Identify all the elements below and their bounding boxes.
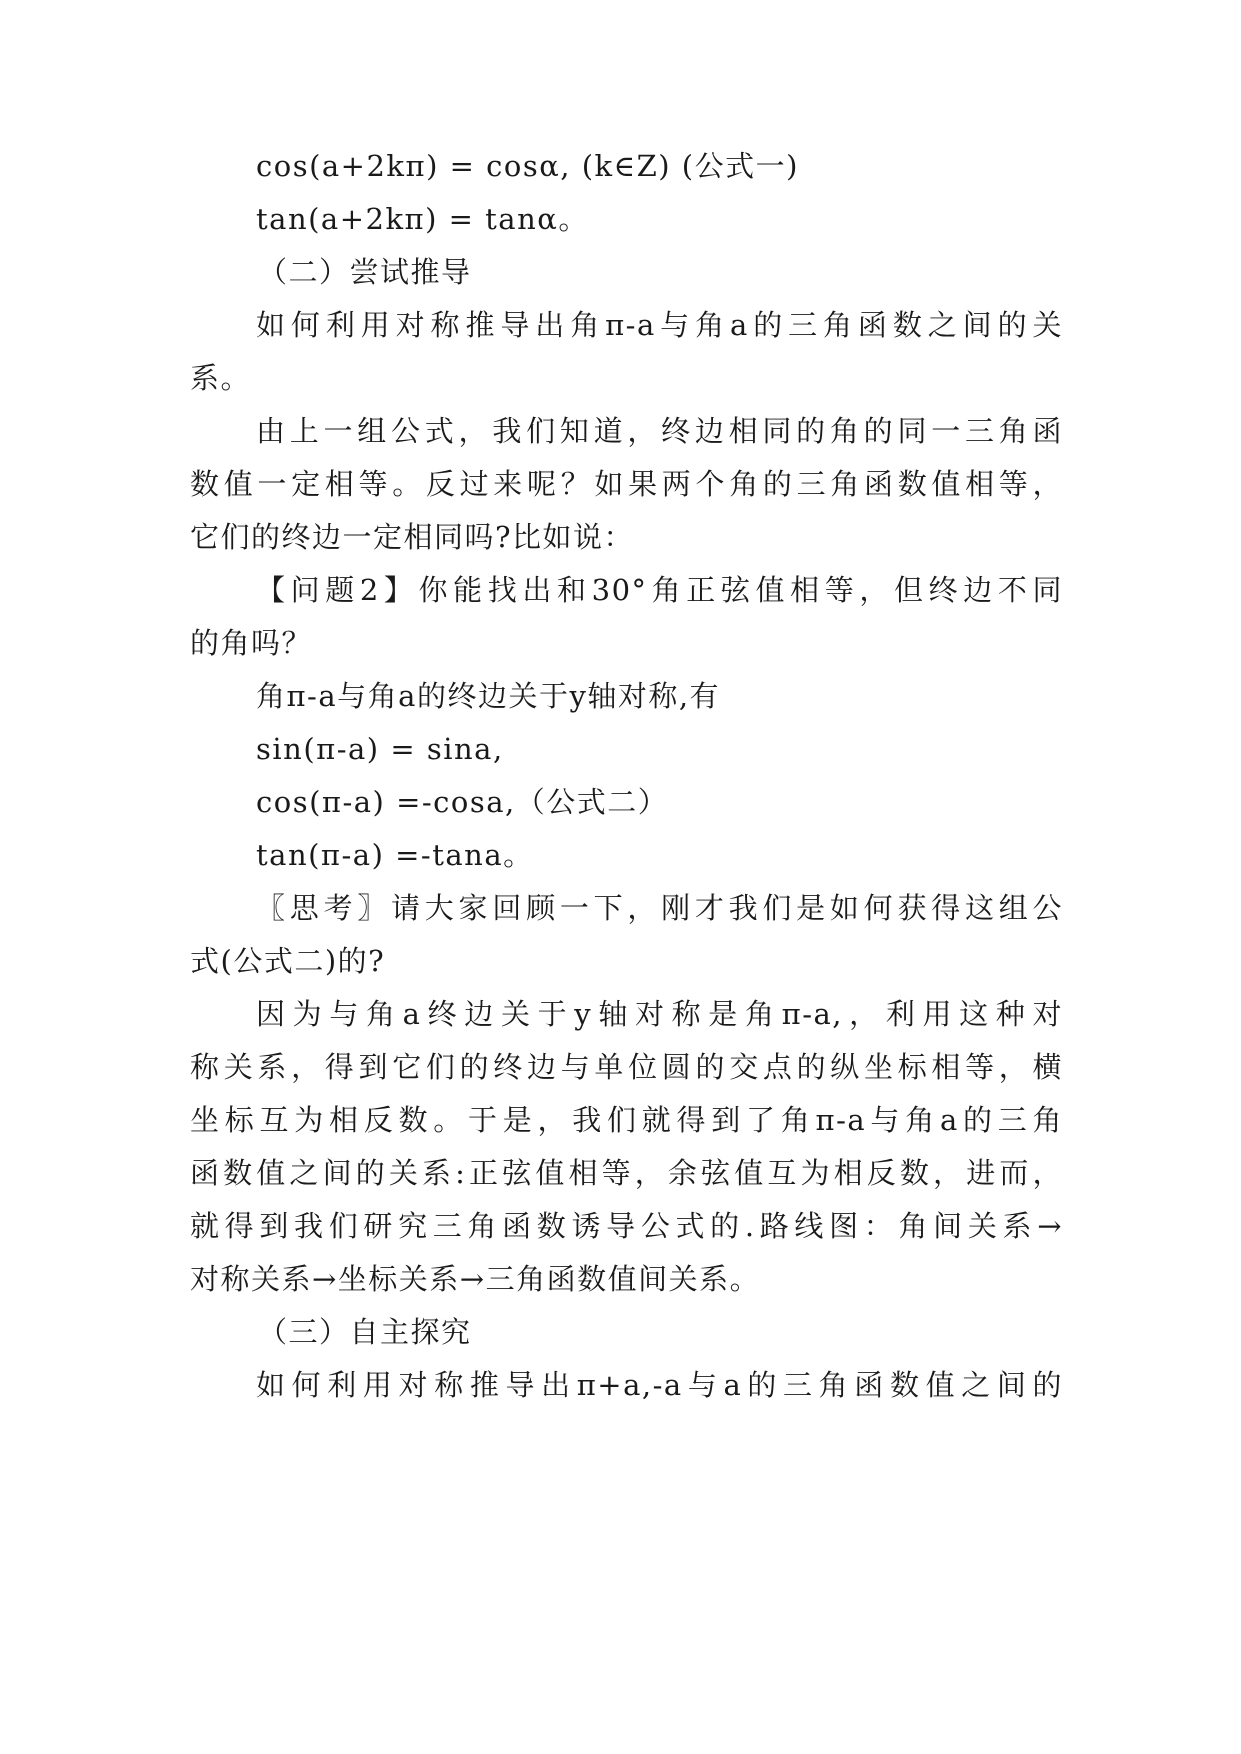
- paragraph-line: 函数值之间的关系:正弦值相等，余弦值互为相反数，进而，: [190, 1156, 1063, 1190]
- paragraph-line: 它们的终边一定相同吗?比如说：: [190, 520, 635, 554]
- formula-sin-line: sin(π-a) = sina,: [256, 732, 504, 766]
- paragraph-line: 对称关系→坐标关系→三角函数值间关系。: [190, 1262, 761, 1296]
- question-line: 【问题2】你能找出和30°角正弦值相等，但终边不同: [256, 573, 1063, 607]
- formula-tan-line: tan(a+2kπ) = tanα。: [256, 202, 589, 236]
- question-line: 的角吗？: [190, 626, 313, 660]
- paragraph-line: 就得到我们研究三角函数诱导公式的.路线图：角间关系→: [190, 1209, 1063, 1243]
- think-line: 式(公式二)的?: [190, 944, 386, 978]
- paragraph-line: 称关系，得到它们的终边与单位圆的交点的纵坐标相等，横: [190, 1050, 1063, 1084]
- paragraph-line: 角π-a与角a的终边关于y轴对称,有: [256, 679, 721, 713]
- formula-tan-line: tan(π-a) =-tana。: [256, 838, 534, 872]
- paragraph-line: 由上一组公式，我们知道，终边相同的角的同一三角函: [256, 414, 1063, 448]
- paragraph-line: 系。: [190, 361, 252, 395]
- formula-cos-line: cos(π-a) =-cosa,（公式二）: [256, 785, 669, 819]
- paragraph-line: 坐标互为相反数。于是，我们就得到了角π-a与角a的三角: [190, 1103, 1063, 1137]
- paragraph-line: 如何利用对称推导出π+a,-a与a的三角函数值之间的: [256, 1368, 1063, 1402]
- think-line: 〖思考〗请大家回顾一下，刚才我们是如何获得这组公: [256, 891, 1063, 925]
- section-heading-2: （二）尝试推导: [258, 255, 472, 289]
- section-heading-3: （三）自主探究: [258, 1315, 472, 1349]
- paragraph-line: 如何利用对称推导出角π-a与角a的三角函数之间的关: [256, 308, 1063, 342]
- paragraph-line: 因为与角a终边关于y轴对称是角π-a,，利用这种对: [256, 997, 1063, 1031]
- paragraph-line: 数值一定相等。反过来呢？如果两个角的三角函数值相等，: [190, 467, 1063, 501]
- formula-cos-line: cos(a+2kπ) = cosα, (k∈Z) (公式一): [256, 149, 799, 183]
